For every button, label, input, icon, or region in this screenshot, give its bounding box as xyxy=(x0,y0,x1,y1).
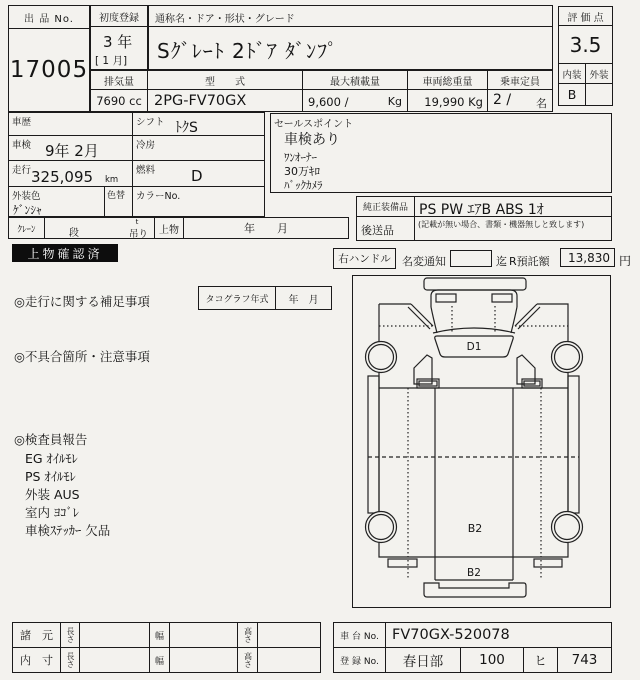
history-label: 車歴 xyxy=(12,117,32,128)
tacho-value-cell: 年 月 xyxy=(275,286,332,310)
crane-step-label: 段 xyxy=(69,228,79,239)
lot-no-header: 出 品 No. xyxy=(8,5,90,29)
inspector-heading: ◎検査員報告 xyxy=(14,432,88,447)
interior-header: 内装 xyxy=(558,63,586,84)
gross-weight-header: 車両総重量 xyxy=(407,70,488,90)
inspector-item-1: EG ｵｲﾙﾓﾚ xyxy=(25,451,78,466)
displacement-header: 排気量 xyxy=(90,70,148,90)
inspector-item-2: PS ｵｲﾙﾓﾚ xyxy=(25,469,76,484)
mirror-arm-right-2 xyxy=(518,307,540,329)
lot-no-value: 17005 xyxy=(8,28,90,112)
interior-grade: B xyxy=(558,83,586,106)
exterior-color-cell xyxy=(8,186,105,217)
sales-point-label: セールスポイント xyxy=(274,119,354,130)
rear-wheel-right-inner xyxy=(555,515,580,540)
inner-height-label: 高さ xyxy=(237,647,258,673)
mud-flap-right xyxy=(534,559,562,567)
exterior-color-label: 外装色 xyxy=(12,191,41,202)
defects-heading: ◎不具合箇所・注意事項 xyxy=(14,349,150,364)
mirror-arm-left xyxy=(411,304,433,326)
front-bumper xyxy=(424,278,526,290)
gross-weight-value xyxy=(407,89,488,112)
score-value: 3.5 xyxy=(558,25,613,64)
side-guard-left xyxy=(368,376,379,513)
inspector-item-4: 室内 ﾖｺﾞﾚ xyxy=(25,505,79,520)
inspector-item-3: 外装 AUS xyxy=(25,487,80,502)
recolor-cell xyxy=(104,186,133,217)
aircon-cell xyxy=(132,135,265,161)
crane-date-cell: 年 月 xyxy=(183,217,349,239)
until-label: 迄 xyxy=(496,255,507,268)
sales-point-3: 30万ｷﾛ xyxy=(284,165,320,178)
capacity-number: 2 / xyxy=(493,92,512,108)
gross-weight-text: 19,990 Kg xyxy=(424,95,483,109)
cab-window-left xyxy=(436,294,456,302)
history-cell xyxy=(8,112,133,136)
inner-height-value xyxy=(257,647,321,673)
mileage-cell xyxy=(8,160,133,187)
front-wheel-left-inner xyxy=(369,345,394,370)
shaken-label: 車検 xyxy=(12,140,32,151)
exterior-header: 外装 xyxy=(585,63,613,84)
shaken-value: 9年 2月 xyxy=(45,142,99,160)
rear-bumper xyxy=(424,583,526,597)
windshield-left-edge xyxy=(431,307,437,333)
aircon-label: 冷房 xyxy=(136,140,156,151)
crane-body-cell: 上物 xyxy=(154,217,184,239)
mileage-note-heading: ◎走行に関する補足事項 xyxy=(14,294,150,309)
reg-kana-value: ヒ xyxy=(523,647,558,673)
spec-length-label: 長さ xyxy=(60,622,80,648)
mud-flap-left xyxy=(388,559,417,567)
wheels xyxy=(366,342,583,543)
oem-equip-value xyxy=(414,196,612,217)
chassis-no-text: FV70GX-520078 xyxy=(392,627,510,643)
model-name-header xyxy=(148,5,553,27)
mileage-unit: km xyxy=(105,175,119,185)
first-registration-header: 初度登録 xyxy=(90,5,148,27)
later-items-note: (記載が無い場合、書類・機器無しと致します) xyxy=(418,220,585,229)
inner-length-label: 長さ xyxy=(60,647,80,673)
sales-point-1: 車検あり xyxy=(284,132,340,148)
color-no-cell xyxy=(132,186,265,217)
oem-equip-text: PS PW ｴｱB ABS 1ｵ xyxy=(419,202,544,218)
inner-row-label: 内 寸 xyxy=(12,647,61,673)
model-code-value xyxy=(147,89,303,112)
side-guard-right xyxy=(568,376,579,513)
reg-office-value: 春日部 xyxy=(385,647,461,673)
spec-height-label: 高さ xyxy=(237,622,258,648)
shift-value: ﾄｸS xyxy=(175,120,198,136)
spec-row-label: 諸 元 xyxy=(12,622,61,648)
fuel-label: 燃料 xyxy=(136,165,156,176)
chassis-no-label: 車 台 No. xyxy=(333,622,386,648)
quarter-fender-right xyxy=(517,355,535,384)
capacity-header: 乗車定員 xyxy=(487,70,553,90)
deposit-value: 13,830 xyxy=(568,251,610,265)
damage-label-d1: D1 xyxy=(466,341,482,353)
inspector-item-5: 車検ｽﾃｯｶｰ 欠品 xyxy=(25,523,111,538)
crane-cell: ｸﾚｰﾝ xyxy=(8,217,45,239)
shift-label: シフト xyxy=(136,117,165,128)
mileage-value: 325,095 xyxy=(31,168,94,186)
first-reg-year: 3 年 xyxy=(103,33,133,51)
first-reg-month: [ 1 月] xyxy=(95,55,128,67)
damage-label-b2-bed: B2 xyxy=(467,522,483,535)
fuel-value: D xyxy=(191,167,203,185)
reg-no-label: 登 録 No. xyxy=(333,647,386,673)
windshield-right-edge xyxy=(511,307,517,333)
body-confirmed-badge: 上物確認済 xyxy=(12,244,118,262)
damage-label-b2-rear: B2 xyxy=(467,567,481,579)
color-no-label: カラーNo. xyxy=(136,191,181,202)
crane-lift-label: 吊り xyxy=(128,229,148,240)
capacity-value xyxy=(487,89,553,112)
reg-num-value: 743 xyxy=(557,647,612,673)
inner-width-label: 幅 xyxy=(149,647,170,673)
hood-front-edge xyxy=(433,328,515,333)
model-code-text: 2PG-FV70GX xyxy=(154,93,247,109)
name-change-box xyxy=(450,250,492,267)
rear-wheel-left-inner xyxy=(369,515,394,540)
sales-point-4: ﾊﾞｯｸｶﾒﾗ xyxy=(284,179,323,192)
front-wheel-right-inner xyxy=(555,345,580,370)
inner-width-value xyxy=(169,647,238,673)
mirror-arm-right xyxy=(515,304,537,326)
spec-length-value xyxy=(79,622,150,648)
fuel-cell xyxy=(132,160,265,187)
yen-label: 円 xyxy=(619,254,632,268)
deposit-label: R預託額 xyxy=(509,255,550,268)
name-change-label: 名変通知 xyxy=(402,255,446,268)
later-items-note-cell xyxy=(414,216,612,241)
model-name-text: Sｸﾞﾚｰﾄ 2ﾄﾞｱ ﾀﾞﾝﾌﾟ xyxy=(157,39,339,63)
max-load-unit: Kg xyxy=(387,95,402,108)
sales-point-2: ﾜﾝｵｰﾅｰ xyxy=(284,151,317,164)
cab-window-right xyxy=(492,294,512,302)
reg-class-value: 100 xyxy=(460,647,524,673)
displacement-value: 7690 cc xyxy=(90,89,148,112)
later-items-label: 後送品 xyxy=(361,224,394,237)
model-code-header: 型 式 xyxy=(147,70,303,90)
model-name-header-label: 通称名・ドア・形状・グレード xyxy=(155,14,295,25)
crane-step-cell xyxy=(44,217,155,239)
model-name-value xyxy=(148,26,553,70)
oem-equip-label: 純正装備品 xyxy=(356,196,415,217)
recolor-label: 色替 xyxy=(107,191,126,201)
spec-width-label: 幅 xyxy=(149,622,170,648)
deposit-box xyxy=(560,248,615,267)
max-load-header: 最大積載量 xyxy=(302,70,408,90)
cab-outline xyxy=(431,290,517,307)
max-load-number: 9,600 / xyxy=(308,95,349,109)
inner-length-value xyxy=(79,647,150,673)
tacho-label-cell: タコグラフ年式 xyxy=(198,286,276,310)
shift-cell xyxy=(132,112,265,136)
exterior-grade xyxy=(585,83,613,106)
later-items-label-cell xyxy=(356,216,415,241)
shaken-cell xyxy=(8,135,133,161)
max-load-value xyxy=(302,89,408,112)
score-header: 評 価 点 xyxy=(558,6,613,26)
chassis-no-value xyxy=(385,622,612,648)
exterior-color-value: ｹﾞﾝｼｬ xyxy=(13,203,42,217)
sales-point-box xyxy=(270,113,612,193)
capacity-unit: 名 xyxy=(536,97,547,110)
vehicle-diagram-box xyxy=(352,275,611,608)
rhd-box: 右ハンドル xyxy=(333,248,396,269)
mileage-label: 走行 xyxy=(12,165,32,176)
crane-ton-label: t xyxy=(135,218,139,226)
spec-height-value xyxy=(257,622,321,648)
truck-top-view-diagram xyxy=(353,276,610,607)
spec-width-value xyxy=(169,622,238,648)
first-registration-value xyxy=(90,26,148,70)
